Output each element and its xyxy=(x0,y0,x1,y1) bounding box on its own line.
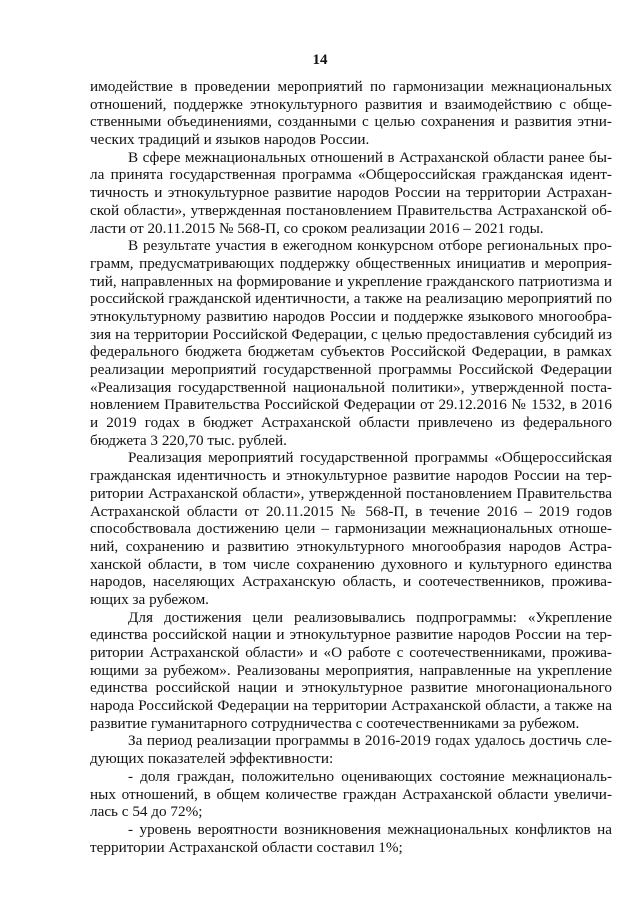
paragraph xyxy=(90,78,612,149)
text-line: ных отношений, в общем количестве граждан Астраханской области увеличи- xyxy=(90,785,612,803)
text-line: ющих за рубежом. xyxy=(90,590,209,608)
text-line: способствовала достижению цели – гармонизации межнациональных отноше- xyxy=(90,520,612,538)
paragraph xyxy=(90,768,612,821)
paragraph xyxy=(90,449,612,608)
text-line: единства российской нации и этнокультурное развитие народов России на тер- xyxy=(90,626,612,644)
text-line: и 2019 годах в бюджет Астраханской области привлечено из федерального xyxy=(90,414,612,432)
text-line: ритории Астраханской области», утвержденной постановлением Правительства xyxy=(90,484,612,502)
text-line: зия на территории Российской Федерации, с целью предоставления субсидий из xyxy=(90,325,612,343)
text-line: народов, населяющих Астраханскую область, и соотечественников, прожива- xyxy=(90,573,612,591)
text-line: ритории Астраханской области» и «О работе с соотечественниками, прожива- xyxy=(90,644,612,661)
text-line: - доля граждан, положительно оценивающих состояние межнациональ- xyxy=(128,767,612,785)
text-line: ласти от 20.11.2015 № 568-П, со сроком реализации 2016 – 2021 годы. xyxy=(90,219,544,237)
text-line: За период реализации программы в 2016-2019 годах удалось достичь сле- xyxy=(128,732,612,750)
text-line: Реализация мероприятий государственной программы «Общероссийская xyxy=(128,449,612,467)
text-line: федерального бюджета бюджетам субъектов Российской Федерации, в рамках xyxy=(90,343,612,361)
page-number: 14 xyxy=(312,52,328,68)
document-body xyxy=(90,78,612,856)
text-line: ской области», утвержденная постановлением Правительства Астраханской об- xyxy=(90,201,612,219)
text-line: территории Астраханской области составил 1%; xyxy=(90,838,403,856)
text-line: В сфере межнациональных отношений в Астраханской области ранее бы- xyxy=(128,148,612,166)
text-line: ственными объединениями, созданными с целью сохранения и развития этни- xyxy=(90,113,612,131)
text-line: - уровень вероятности возникновения межнациональных конфликтов на xyxy=(128,820,612,838)
text-line: ний, сохранению и развитию этнокультурного многообразия народов Астра- xyxy=(90,537,612,555)
text-line: лась с 54 до 72%; xyxy=(90,803,203,821)
text-line: тий, направленных на формирование и укрепление гражданского патриотизма и xyxy=(90,272,612,290)
paragraph xyxy=(90,149,612,237)
text-line: ханской области, в том числе сохранению духовного и культурного единства xyxy=(90,555,612,573)
text-line: грамм, предусматривающих поддержку общественных инициатив и мероприя- xyxy=(90,254,612,272)
text-line: единства российской нации и этнокультурное развитие многонационального xyxy=(90,679,612,697)
text-line: Астраханской области от 20.11.2015 № 568-П, в течение 2016 – 2019 годов xyxy=(90,502,612,520)
text-line: бюджета 3 220,70 тыс. рублей. xyxy=(90,431,287,449)
text-line: гражданская идентичность и этнокультурное развитие народов России на тер- xyxy=(90,467,612,485)
text-line: этнокультурному развитию народов России и поддержке языкового многообра- xyxy=(90,307,612,325)
text-line: отношений, поддержке этнокультурного развития и взаимодействию с обще- xyxy=(90,95,612,113)
text-line: тичность и этнокультурное развитие народов России на территории Астрахан- xyxy=(90,184,612,202)
text-line: имодействие в проведении мероприятий по гармонизации межнациональных xyxy=(90,78,612,95)
text-line: ческих традиций и языков народов России. xyxy=(90,131,370,149)
paragraph xyxy=(90,237,612,449)
text-line: Для достижения цели реализовывались подпрограммы: «Укрепление xyxy=(128,608,612,626)
text-line: развитие гуманитарного сотрудничества с соотечественниками за рубежом. xyxy=(90,714,580,732)
text-line: новлением Правительства Российской Федерации от 29.12.2016 № 1532, в 2016 xyxy=(90,396,612,414)
paragraph xyxy=(90,732,612,767)
text-line: ла принята государственная программа «Общероссийская гражданская идент- xyxy=(90,166,612,184)
text-line: ющими за рубежом». Реализованы мероприятия, направленные на укрепление xyxy=(90,661,612,679)
text-line: российской гражданской идентичности, а также на реализацию мероприятий по xyxy=(90,290,612,308)
text-line: народа Российской Федерации на территории Астраханской области, а также на xyxy=(90,697,612,715)
text-line: «Реализация государственной национальной политики», утвержденной поста- xyxy=(90,378,612,396)
text-line: реализации мероприятий государственной программы Российской Федерации xyxy=(90,361,612,378)
paragraph xyxy=(90,609,612,733)
text-line: В результате участия в ежегодном конкурсном отборе региональных про- xyxy=(128,237,612,255)
paragraph xyxy=(90,821,612,856)
text-line: дующих показателей эффективности: xyxy=(90,750,334,768)
